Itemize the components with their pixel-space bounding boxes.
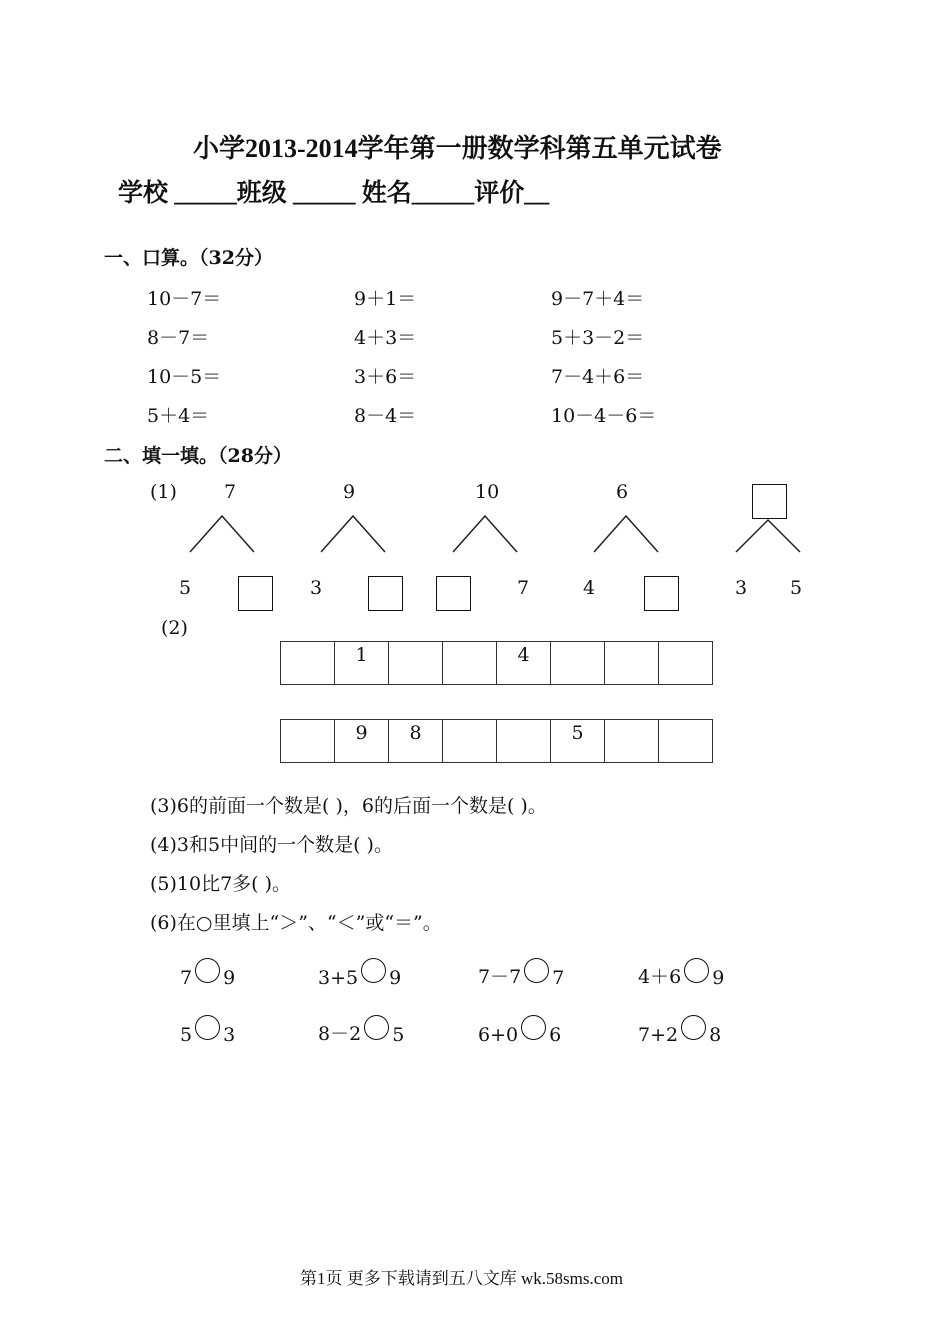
grid-cell[interactable] (281, 642, 335, 685)
answer-box[interactable] (752, 484, 787, 519)
problem: 7－4＋6＝ (551, 366, 645, 388)
page-footer: 第1页 更多下载请到五八文库 wk.58sms.com (300, 1269, 623, 1288)
comparison-item: 6+0 6 (478, 1015, 561, 1046)
problem: 10－4－6＝ (551, 405, 657, 427)
problem: 10－7＝ (147, 288, 222, 310)
compare-circle[interactable] (681, 1015, 706, 1040)
tree-leaf-number: 5 (790, 577, 803, 599)
grid-cell[interactable]: 4 (497, 642, 551, 685)
grid-cell[interactable] (605, 720, 659, 763)
tree-leaf-number: 5 (179, 577, 192, 599)
comparison-item: 7 9 (180, 958, 235, 989)
compare-circle[interactable] (684, 958, 709, 983)
comparison-item: 3+5 9 (318, 958, 401, 989)
problem: 10－5＝ (147, 366, 222, 388)
compare-circle[interactable] (521, 1015, 546, 1040)
compare-circle[interactable] (195, 1015, 220, 1040)
grid-cell[interactable] (443, 720, 497, 763)
grid-cell[interactable]: 9 (335, 720, 389, 763)
tree-top-number: 10 (475, 481, 500, 503)
comparison-item: 4＋6 9 (638, 958, 724, 989)
grid-cell[interactable] (551, 642, 605, 685)
decomposition-tree-lines (0, 0, 950, 620)
tree-leaf-number: 7 (517, 577, 530, 599)
grid-cell[interactable] (605, 642, 659, 685)
problem: 8－4＝ (354, 405, 417, 427)
sequence-grid (280, 641, 713, 685)
question-5: (5)10比7多( )。 (150, 873, 292, 895)
comparison-item: 5 3 (180, 1015, 235, 1046)
question-6: (6)在○里填上“＞”、“＜”或“＝”。 (150, 912, 442, 934)
grid-cell[interactable] (281, 720, 335, 763)
grid-cell[interactable] (659, 720, 713, 763)
problem: 3＋6＝ (354, 366, 417, 388)
comparison-item: 7+2 8 (638, 1015, 721, 1046)
problem: 9＋1＝ (354, 288, 417, 310)
compare-circle[interactable] (524, 958, 549, 983)
answer-box[interactable] (368, 576, 403, 611)
answer-box[interactable] (644, 576, 679, 611)
comparison-item: 7－7 7 (478, 958, 564, 989)
section2-heading: 二、填一填。（28分） (104, 445, 292, 467)
tree-branch (190, 516, 254, 552)
grid-cell[interactable]: 8 (389, 720, 443, 763)
problem: 4＋3＝ (354, 327, 417, 349)
question-3: (3)6的前面一个数是( )，6的后面一个数是( )。 (150, 795, 547, 817)
grid-cell[interactable] (389, 642, 443, 685)
tree-top-number: 9 (343, 481, 356, 503)
answer-box[interactable] (238, 576, 273, 611)
comparison-item: 8－2 5 (318, 1015, 404, 1046)
grid-cell[interactable] (659, 642, 713, 685)
tree-leaf-number: 3 (735, 577, 748, 599)
sequence-grid (280, 719, 713, 763)
tree-branch (736, 520, 800, 552)
tree-top-number: 7 (224, 481, 237, 503)
grid-cell[interactable]: 5 (551, 720, 605, 763)
tree-branch (453, 516, 517, 552)
tree-branch (321, 516, 385, 552)
problem: 5＋4＝ (147, 405, 210, 427)
compare-circle[interactable] (364, 1015, 389, 1040)
tree-branch (594, 516, 658, 552)
grid-cell[interactable] (443, 642, 497, 685)
section1-heading: 一、口算。（32分） (104, 247, 273, 269)
page-title: 小学2013-2014学年第一册数学科第五单元试卷 (193, 134, 722, 163)
student-info-line: 学校 _____班级 _____ 姓名_____评价__ (118, 180, 550, 207)
q2-label: (2) (161, 617, 188, 639)
compare-circle[interactable] (195, 958, 220, 983)
problem: 8－7＝ (147, 327, 210, 349)
q1-label: (1) (150, 481, 177, 503)
question-4: (4)3和5中间的一个数是( )。 (150, 834, 393, 856)
tree-top-number: 6 (616, 481, 629, 503)
compare-circle[interactable] (361, 958, 386, 983)
grid-cell[interactable]: 1 (335, 642, 389, 685)
problem: 9－7＋4＝ (551, 288, 645, 310)
tree-leaf-number: 4 (583, 577, 596, 599)
tree-leaf-number: 3 (310, 577, 323, 599)
answer-box[interactable] (436, 576, 471, 611)
grid-cell[interactable] (497, 720, 551, 763)
problem: 5＋3－2＝ (551, 327, 645, 349)
